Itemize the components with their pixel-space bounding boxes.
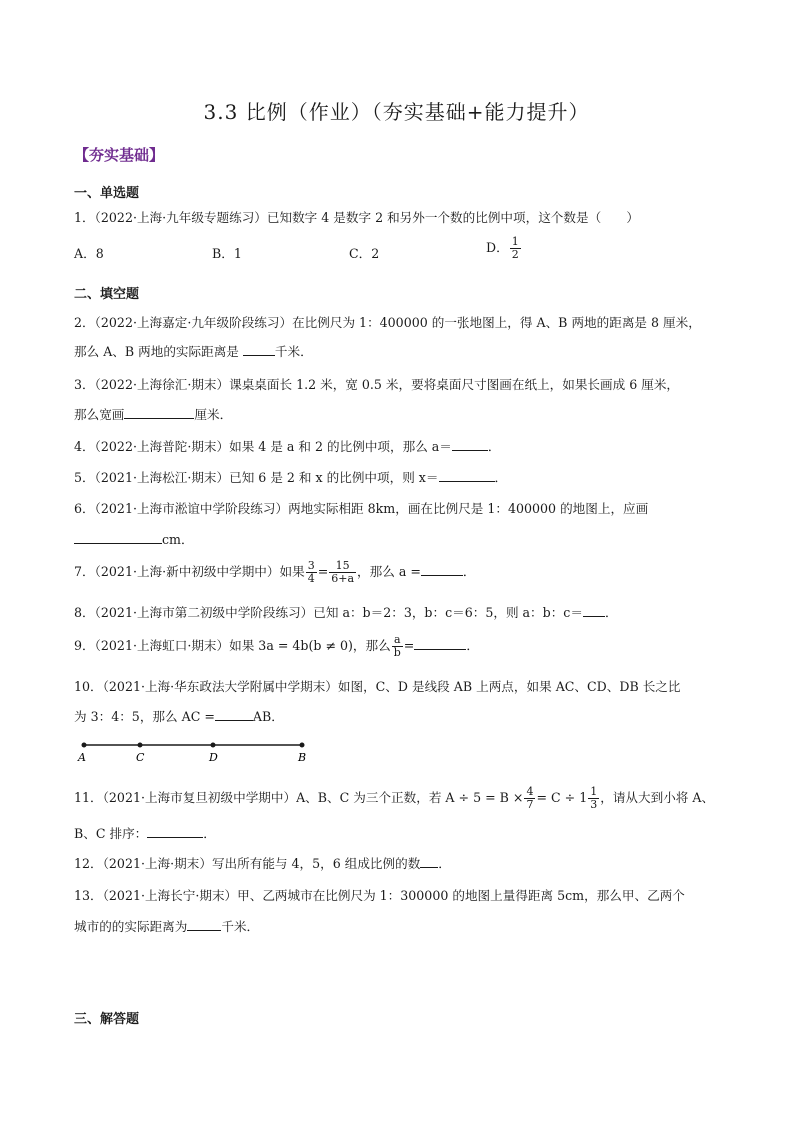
fraction-denominator: 7: [526, 798, 534, 811]
answer-blank[interactable]: [414, 637, 466, 650]
question-9-end: ．: [466, 638, 479, 653]
question-10-line-2: [74, 706, 284, 725]
question-6-line-2: [74, 529, 194, 548]
equals-sign: =: [403, 638, 415, 653]
option-c: C．2: [349, 246, 380, 261]
answer-blank[interactable]: [124, 406, 194, 419]
question-12-text: 12．（2021·上海·期末）写出所有能与 4，5，6 组成比例的数: [74, 856, 421, 871]
page-title: 3.3 比例（作业）（夯实基础+能力提升）: [203, 100, 590, 124]
question-9-text: 9．（2021·上海虹口·期末）如果 3a = 4b(b ≠ 0)，那么: [74, 638, 391, 653]
fraction-denominator: 6+a: [331, 572, 355, 585]
point-d-label: D: [209, 751, 218, 764]
option-a: A．8: [74, 246, 104, 261]
section-heading-fill: 二、填空题: [74, 287, 140, 302]
option-b: B．1: [212, 246, 242, 261]
question-5-text: 5．（2021·上海松江·期末）已知 6 是 2 和 x 的比例中项，则 x＝: [74, 470, 439, 485]
fraction-denominator: 2: [511, 248, 519, 261]
answer-blank[interactable]: [147, 825, 203, 838]
answer-blank[interactable]: [187, 918, 221, 931]
question-11-line-1: [74, 786, 714, 811]
fraction-denominator: b: [393, 646, 401, 659]
question-2-unit: 千米．: [274, 344, 313, 359]
fraction: [329, 560, 356, 585]
question-1: 1．（2022·上海·九年级专题练习）已知数字 4 是数字 2 和另外一个数的比例中项，这个数是（ ）: [74, 210, 639, 225]
question-8: [74, 602, 618, 621]
section-tag: 【夯实基础】: [74, 146, 165, 164]
question-12-end: ．: [438, 856, 451, 871]
point-c-dot: [138, 743, 143, 748]
question-8-text: 8．（2021·上海市第二初级中学阶段练习）已知 a：b＝2：3，b：c＝6：5，则 a：b：c＝: [74, 605, 583, 620]
fraction: [510, 236, 521, 261]
question-4-text: 4．（2022·上海普陀·期末）如果 4 是 a 和 2 的比例中项，那么 a＝: [74, 439, 452, 454]
question-13-line-1: 13．（2021·上海长宁·期末）甲、乙两城市在比例尺为 1：300000 的地图上量得距离 5cm，那么甲、乙两个: [74, 888, 685, 903]
fraction-numerator: 15: [329, 560, 356, 573]
question-11-text-4: B、C 排序：: [74, 826, 148, 841]
answer-blank[interactable]: [74, 531, 162, 544]
fraction-numerator: a: [392, 634, 403, 647]
answer-blank[interactable]: [583, 604, 605, 617]
fraction: [588, 786, 599, 811]
question-13-unit: 千米．: [221, 919, 260, 934]
question-2-text: 那么 A、B 两地的实际距离是: [74, 344, 243, 359]
question-10-end: AB．: [252, 709, 284, 724]
segment-diagram: [70, 736, 320, 766]
question-3-text: 那么宽画: [74, 407, 125, 422]
question-7-text-2: ，那么 a =: [357, 564, 421, 579]
question-7-text: 7．（2021·上海·新中初级中学期中）如果: [74, 564, 305, 579]
question-5-end: ．: [494, 470, 508, 485]
fraction-numerator: 4: [526, 785, 534, 798]
question-2-line-2: [74, 341, 313, 360]
question-11-text-3: ，请从大到小将 A、: [600, 790, 715, 805]
fraction-numerator: 3: [307, 559, 315, 572]
answer-blank[interactable]: [420, 855, 438, 868]
answer-blank[interactable]: [452, 438, 488, 451]
point-b-label: B: [298, 751, 307, 764]
question-11-end: ．: [203, 826, 216, 841]
question-10-text: 为 3：4：5，那么 AC =: [74, 709, 215, 724]
question-3-line-1: 3．（2022·上海徐汇·期末）课桌桌面长 1.2 米，宽 0.5 米，要将桌面尺寸图画在纸上，如果长画成 6 厘米，: [74, 377, 680, 392]
fraction: [392, 634, 403, 659]
answer-blank[interactable]: [421, 563, 463, 576]
question-7-end: ．: [462, 564, 476, 579]
question-8-end: ．: [604, 605, 618, 620]
question-6-line-1: 6．（2021·上海市淞谊中学阶段练习）两地实际相距 8km，画在比例尺是 1：400000 的地图上，应画: [74, 501, 649, 516]
answer-blank[interactable]: [243, 343, 275, 356]
equals-sign: =: [317, 564, 329, 579]
question-3-line-2: [74, 404, 232, 423]
answer-blank[interactable]: [215, 708, 253, 721]
option-d: [486, 236, 522, 261]
question-7: [74, 560, 475, 585]
fraction-numerator: 1: [590, 785, 598, 798]
section-heading-single: 一、单选题: [74, 186, 140, 201]
question-13-line-2: [74, 916, 259, 935]
question-3-unit: 厘米．: [194, 407, 233, 422]
point-d-dot: [211, 743, 216, 748]
question-5: [74, 467, 507, 486]
point-b-dot: [300, 743, 305, 748]
question-13-text: 城市的的实际距离为: [74, 919, 188, 934]
answer-blank[interactable]: [439, 469, 495, 482]
question-9: [74, 634, 479, 659]
point-a-dot: [82, 743, 87, 748]
fraction: [524, 786, 535, 811]
question-11-text-2: = C ÷ 1: [536, 790, 588, 805]
point-a-label: A: [78, 751, 86, 764]
question-2-line-1: 2．（2022·上海嘉定·九年级阶段练习）在比例尺为 1：400000 的一张地图上，得 A、B 两地的距离是 8 厘米，: [74, 315, 701, 330]
question-11-text: 11．（2021·上海市复旦初级中学期中）A、B、C 为三个正数，若 A ÷ 5 = B ×: [74, 790, 524, 805]
question-4-end: ．: [487, 439, 501, 454]
question-12: [74, 853, 451, 872]
question-6-unit: cm．: [162, 532, 194, 547]
option-d-label: D．: [486, 240, 509, 255]
fraction-denominator: 4: [307, 572, 315, 585]
question-11-line-2: [74, 823, 216, 842]
question-10-line-1: 10．（2021·上海·华东政法大学附属中学期末）如图，C、D 是线段 AB 上两点，如果 AC、CD、DB 长之比: [74, 679, 681, 694]
fraction-numerator: 1: [511, 235, 519, 248]
question-4: [74, 436, 501, 455]
point-c-label: C: [136, 751, 145, 764]
fraction-denominator: 3: [590, 798, 598, 811]
fraction: [306, 560, 317, 585]
section-heading-answer: 三、解答题: [74, 1012, 140, 1027]
